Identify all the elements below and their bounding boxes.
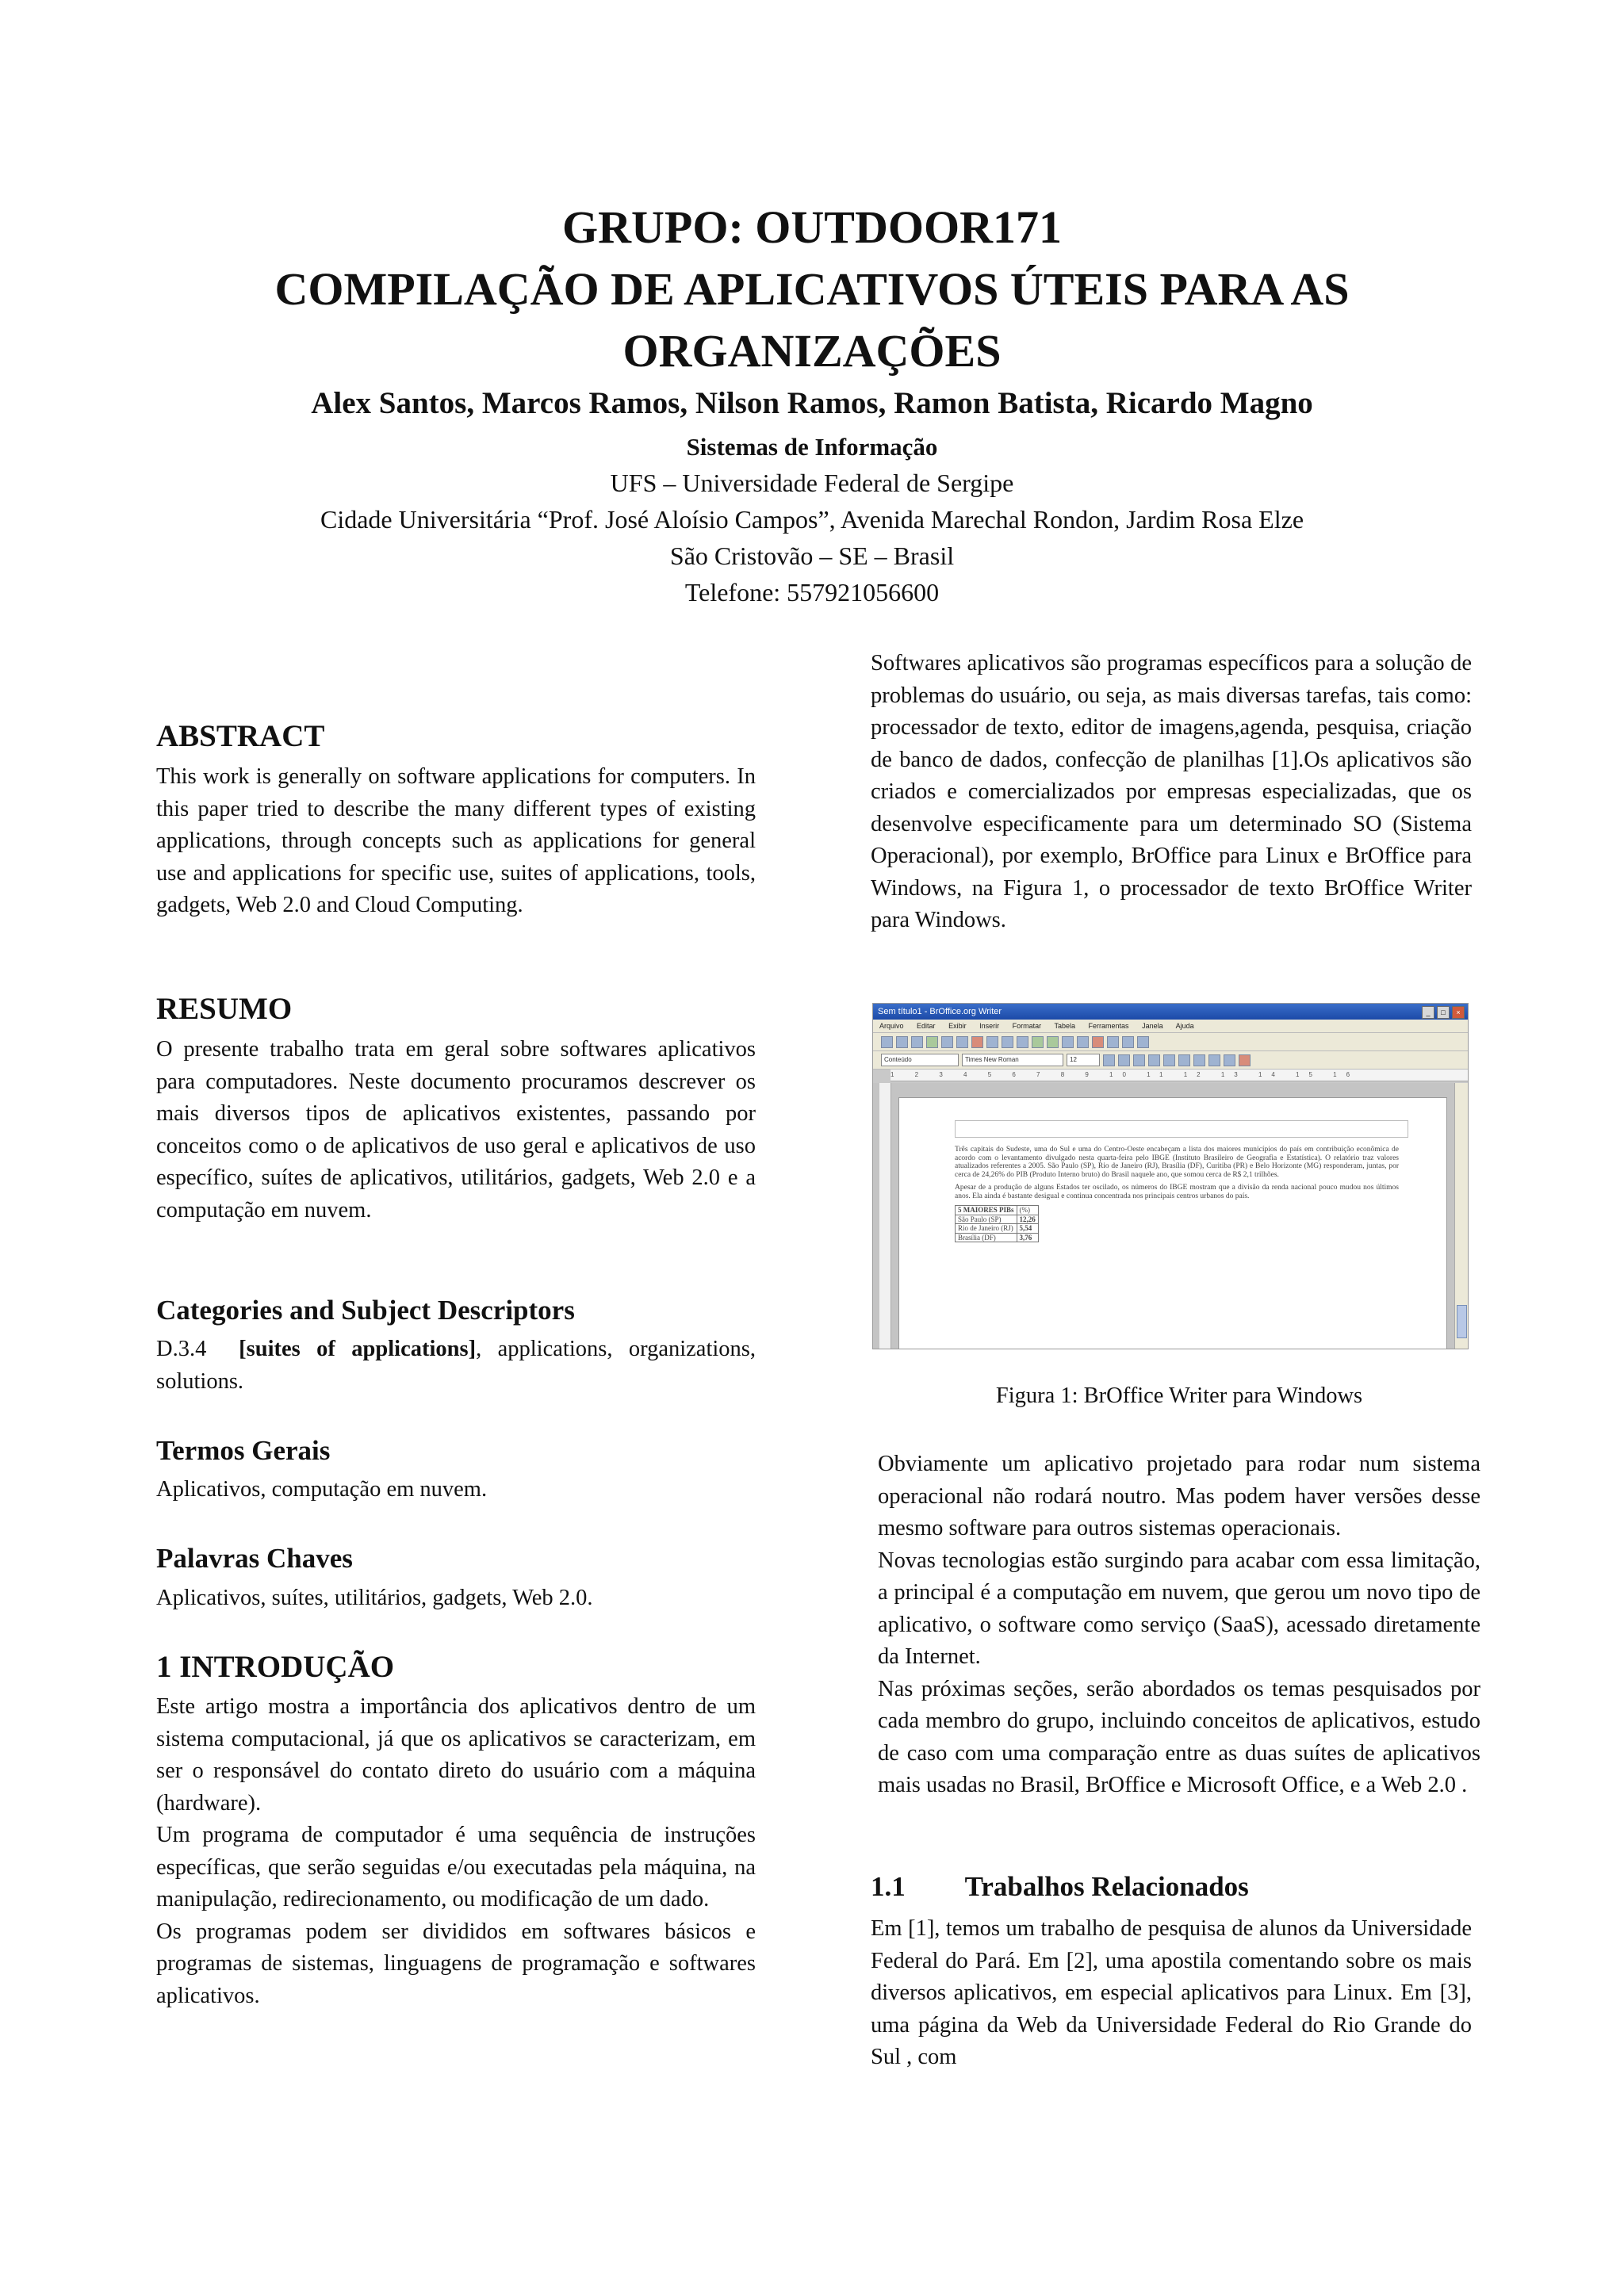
copy-icon bbox=[1002, 1036, 1013, 1048]
affiliation bbox=[0, 465, 1624, 610]
table-row bbox=[956, 1233, 1039, 1242]
fig-menu-item: Janela bbox=[1142, 1022, 1163, 1030]
table-cell: São Paulo (SP) bbox=[956, 1215, 1017, 1224]
print-icon bbox=[941, 1036, 953, 1048]
table-icon bbox=[1077, 1036, 1089, 1048]
categories-code: D.3.4 bbox=[156, 1337, 207, 1361]
body-paragraph: Nas próximas seções, serão abordados os temas pesquisados por cada membro do grupo, incluindo conceitos de aplicativos, estudo de caso com uma comparação entre as duas suítes de aplicativos mais usadas no Brasil, BrOffice e Microsoft Office, e a Web 2.0 . bbox=[878, 1676, 1480, 1797]
paper-title bbox=[0, 197, 1624, 382]
abstract-heading: ABSTRACT bbox=[156, 719, 325, 753]
draw-icon bbox=[1092, 1036, 1104, 1048]
fig-menubar bbox=[873, 1020, 1468, 1033]
table-cell: Rio de Janeiro (RJ) bbox=[956, 1224, 1017, 1234]
fig-window-buttons bbox=[1422, 1006, 1465, 1019]
cut-icon bbox=[986, 1036, 998, 1048]
close-icon: × bbox=[1452, 1006, 1465, 1019]
open-icon bbox=[896, 1036, 908, 1048]
justify-icon bbox=[1193, 1054, 1205, 1066]
save-icon bbox=[911, 1036, 923, 1048]
fig-style-box: Conteúdo bbox=[881, 1054, 959, 1066]
paste-icon bbox=[1017, 1036, 1028, 1048]
hyperlink-icon bbox=[1062, 1036, 1074, 1048]
fig-vertical-ruler bbox=[879, 1083, 891, 1349]
palavras-text: Aplicativos, suítes, utilitários, gadgets, Web 2.0. bbox=[156, 1586, 593, 1610]
right-intro-paragraph: Softwares aplicativos são programas específicos para a solução de problemas do usuário, ou seja, as mais diversas tarefas, tais como: processador de texto, editor de imagens,agenda, pesquisa, criação de banco de dados, confecção de planilhas [1].Os aplicativos são criados e comercializados por empresas especializadas, que os desenvolve especificamente para um determinado SO (Sistema Operacional), por exemplo, BrOffice para Linux e BrOffice para Windows, na Figura 1, o processador de texto BrOffice Writer para Windows. bbox=[871, 651, 1472, 932]
right-body-text bbox=[878, 1448, 1480, 1802]
fig-scrollbar bbox=[1454, 1083, 1468, 1349]
termos-heading: Termos Gerais bbox=[156, 1435, 331, 1466]
fig-doc-paragraph: Apesar de a produção de alguns Estados ter oscilado, os números do IBGE mostram que a divisão da renda nacional pouco mudou nos últimos anos. Ela ainda é bastante desigual e continua concentrada nos principais centros urbanos do país. bbox=[955, 1184, 1399, 1200]
table-cell: Brasília (DF) bbox=[956, 1233, 1017, 1242]
fig-window-title: Sem título1 - BrOffice.org Writer bbox=[878, 1007, 1002, 1016]
fig-document-text bbox=[955, 1146, 1399, 1242]
section-title: Trabalhos Relacionados bbox=[964, 1871, 1249, 1902]
authors: Alex Santos, Marcos Ramos, Nilson Ramos, Ramon Batista, Ricardo Magno bbox=[311, 386, 1313, 420]
intro-paragraph: Um programa de computador é uma sequência de instruções específicas, que serão seguidas e/ou executadas pela máquina, na manipulação, redirecionamento, ou modificação de um dado. bbox=[156, 1823, 756, 1911]
fig-size-box: 12 bbox=[1067, 1054, 1100, 1066]
fig-page bbox=[898, 1097, 1447, 1349]
fig-header-box bbox=[955, 1120, 1408, 1138]
align-center-icon bbox=[1163, 1054, 1175, 1066]
table-cell: 3,76 bbox=[1017, 1233, 1038, 1242]
fig-menu-item: Tabela bbox=[1054, 1022, 1076, 1030]
intro-text bbox=[156, 1691, 756, 2012]
fig-menu-item: Ajuda bbox=[1175, 1022, 1194, 1030]
figure-caption: Figura 1: BrOffice Writer para Windows bbox=[995, 1383, 1363, 1408]
italic-icon bbox=[1118, 1054, 1130, 1066]
minimize-icon: _ bbox=[1422, 1006, 1434, 1019]
affiliation-line: Telefone: 557921056600 bbox=[684, 578, 940, 607]
underline-icon bbox=[1133, 1054, 1145, 1066]
fig-format-toolbar bbox=[873, 1051, 1468, 1070]
font-color-icon bbox=[1239, 1054, 1251, 1066]
palavras-heading: Palavras Chaves bbox=[156, 1543, 353, 1574]
new-doc-icon bbox=[881, 1036, 893, 1048]
table-cell: (%) bbox=[1017, 1206, 1038, 1215]
categories-text bbox=[156, 1334, 756, 1398]
fig-font-box: Times New Roman bbox=[962, 1054, 1063, 1066]
categories-bold: [suites of applications] bbox=[239, 1337, 477, 1361]
edit-icon bbox=[926, 1036, 938, 1048]
bold-icon bbox=[1103, 1054, 1115, 1066]
termos-text: Aplicativos, computação em nuvem. bbox=[156, 1477, 488, 1502]
navigator-icon bbox=[1107, 1036, 1119, 1048]
body-paragraph: Novas tecnologias estão surgindo para acabar com essa limitação, a principal é a computação em nuvem, que gerou um novo tipo de aplicativo, o software como serviço (SaaS), acessado diretamente da Internet. bbox=[878, 1548, 1480, 1669]
fig-menu-item: Exibir bbox=[948, 1022, 967, 1030]
fig-window-titlebar bbox=[873, 1004, 1468, 1020]
fig-menu-item: Arquivo bbox=[879, 1022, 904, 1030]
title-line-3: ORGANIZAÇÕES bbox=[622, 325, 1002, 377]
section-1-1-heading bbox=[871, 1871, 1249, 1903]
intro-heading: 1 INTRODUÇÃO bbox=[156, 1650, 395, 1684]
fig-menu-item: Editar bbox=[917, 1022, 936, 1030]
table-row bbox=[956, 1206, 1039, 1215]
fig-doc-table bbox=[955, 1205, 1039, 1242]
categories-rest: , applications, organizations, solutions. bbox=[156, 1337, 756, 1394]
table-cell: 12,26 bbox=[1017, 1215, 1038, 1224]
abstract-text: This work is generally on software applications for computers. In this paper tried to describe the many different types of existing applications, through concepts such as applications for general use and applications for specific use, suites of applications, tools, gadgets, Web 2.0 and Cloud Computing. bbox=[156, 764, 756, 917]
maximize-icon: □ bbox=[1437, 1006, 1450, 1019]
section-1-1-text: Em [1], temos um trabalho de pesquisa de alunos da Universidade Federal do Pará. Em [2], uma apostila comentando sobre os mais diversos aplicativos, em especial aplicativos para Linux. Em [3], uma página da Web da Universidade Federal do Rio Grande do Sul , com bbox=[871, 1916, 1472, 2069]
resumo-text: O presente trabalho trata em geral sobre softwares aplicativos para computadores. Neste documento procuramos descrever os mais diversos tipos de aplicativos existentes, passando por conceitos como o de aplicativos de uso geral e aplicativos de uso específico, suítes de aplicativos, utilitários, gadgets, Web 2.0 e a computação em nuvem. bbox=[156, 1037, 756, 1223]
table-cell: 5 MAIORES PIBs bbox=[956, 1206, 1017, 1215]
align-left-icon bbox=[1148, 1054, 1160, 1066]
title-line-2: COMPILAÇÃO DE APLICATIVOS ÚTEIS PARA AS bbox=[274, 263, 1350, 315]
fig-document-area bbox=[873, 1083, 1468, 1349]
body-paragraph: Obviamente um aplicativo projetado para rodar num sistema operacional não rodará noutro. Mas podem haver versões desse mesmo software para outros sistemas operacionais. bbox=[878, 1452, 1480, 1540]
resumo-heading: RESUMO bbox=[156, 992, 293, 1026]
figure-screenshot bbox=[872, 1003, 1469, 1349]
intro-paragraph: Os programas podem ser divididos em softwares básicos e programas de sistemas, linguagens de programação e softwares aplicativos. bbox=[156, 1919, 756, 2008]
fig-menu-item: Inserir bbox=[979, 1022, 1000, 1030]
affiliation-line: São Cristovão – SE – Brasil bbox=[669, 541, 955, 570]
spellcheck-icon bbox=[971, 1036, 983, 1048]
zoom-icon bbox=[1137, 1036, 1149, 1048]
table-cell: 5,54 bbox=[1017, 1224, 1038, 1234]
intro-paragraph: Este artigo mostra a importância dos aplicativos dentro de um sistema computacional, já que os aplicativos se caracterizam, em ser o responsável do contato direto do usuário com a máquina (hardware). bbox=[156, 1694, 756, 1816]
numbering-icon bbox=[1208, 1054, 1220, 1066]
fig-doc-paragraph: Três capitais do Sudeste, uma do Sul e uma do Centro-Oeste encabeçam a lista dos maiores municípios do país em contribuição econômica de acordo com o levantamento divulgado nesta quarta-feira pelo IBGE (Instituto Brasileiro de Geografia e Estatística). O relatório traz valores atualizados referentes a 2005. São Paulo (SP), Rio de Janeiro (RJ), Brasília (DF), Curitiba (PR) e Belo Horizonte (MG) responderam, juntas, por cerca de 24,26% do PIB (Produto Interno bruto) do Brasil naquele ano, que somou cerca de R$ 2,1 trilhões. bbox=[955, 1146, 1399, 1179]
preview-icon bbox=[956, 1036, 968, 1048]
fig-menu-item: Formatar bbox=[1012, 1022, 1042, 1030]
bullets-icon bbox=[1224, 1054, 1235, 1066]
section-number: 1.1 bbox=[871, 1871, 906, 1902]
affiliation-line: UFS – Universidade Federal de Sergipe bbox=[610, 469, 1014, 497]
categories-heading: Categories and Subject Descriptors bbox=[156, 1295, 575, 1326]
fig-menu-item: Ferramentas bbox=[1088, 1022, 1129, 1030]
fig-standard-toolbar bbox=[873, 1033, 1468, 1051]
redo-icon bbox=[1047, 1036, 1059, 1048]
table-row bbox=[956, 1224, 1039, 1234]
undo-icon bbox=[1032, 1036, 1044, 1048]
fig-scroll-thumb bbox=[1457, 1305, 1467, 1338]
fig-ruler: 1 2 3 4 5 6 7 8 9 10 11 12 13 14 15 16 bbox=[891, 1070, 1468, 1081]
table-row bbox=[956, 1215, 1039, 1224]
department: Sistemas de Informação bbox=[686, 433, 938, 461]
affiliation-line: Cidade Universitária “Prof. José Aloísio Campos”, Avenida Marechal Rondon, Jardim Rosa Elze bbox=[320, 505, 1304, 534]
gallery-icon bbox=[1122, 1036, 1134, 1048]
title-line-1: GRUPO: OUTDOOR171 bbox=[562, 201, 1062, 253]
align-right-icon bbox=[1178, 1054, 1190, 1066]
